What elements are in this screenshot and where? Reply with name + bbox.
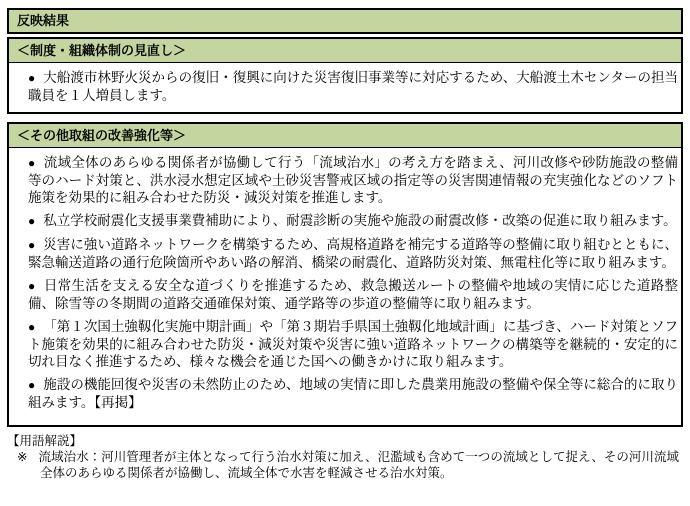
bullet-icon: ● <box>28 238 36 252</box>
bullet-icon: ● <box>28 71 36 85</box>
glossary-marker: ※ <box>17 450 28 464</box>
bullet-text: 「第１次国土強靱化実施中期計画」や「第３期岩手県国土強靱化地域計画」に基づき、ハード対策とソフト施策を効果的に組み合わせた防災・減災対策や災害に強い道路ネットワークの構築等を継続的・安定的に切れ目なく推進するため、様々な機会を通じた国への働きかけに取り組みます。 <box>28 319 678 369</box>
glossary-note <box>7 450 679 481</box>
bullet-text: 私立学校耐震化支援事業費補助により、耐震診断の実施や施設の耐震改修・改築の促進に取り組みます。 <box>43 213 677 228</box>
bullet-item <box>28 212 678 230</box>
section-heading-institution-review: ＜制度・組織体制の見直し＞ <box>9 39 681 63</box>
bullet-icon: ● <box>28 156 36 170</box>
bullet-item <box>28 376 678 411</box>
bullet-text: 日常生活を支える安全な道づくりを推進するため、救急搬送ルートの整備や地域の実情に応じた道路整備、除雪等の冬期間の道路交通確保対策、通学路等の歩道の整備等に取り組みます。 <box>28 278 678 311</box>
bullet-item <box>28 154 678 206</box>
bullet-item <box>28 318 678 370</box>
page-title: 反映結果 <box>7 8 683 34</box>
bullet-item <box>28 236 678 271</box>
bullet-text: 施設の機能回復や災害の未然防止のため、地域の実情に即した農業用施設の整備や保全等に総合的に取り組みます。【再掲】 <box>28 377 678 410</box>
glossary-note-text: 流域治水：河川管理者が主体となって行う治水対策に加え、氾濫域も含めて一つの流域として捉え、その河川流域全体のあらゆる関係者が協働し、流域全体で水害を軽減させる治水対策。 <box>38 450 679 480</box>
bullet-item <box>28 69 678 104</box>
bullet-icon: ● <box>28 279 36 293</box>
bullet-text: 災害に強い道路ネットワークを構築するため、高規格道路を補完する道路等の整備に取り組むとともに、緊急輸送道路の通行危険箇所やあい路の解消、橋梁の耐震化、道路防災対策、無電柱化等に取り組みます。 <box>28 237 678 270</box>
section-institution-review <box>7 37 683 114</box>
section-body-institution-review <box>9 63 681 112</box>
bullet-item <box>28 277 678 312</box>
bullet-icon: ● <box>28 378 36 392</box>
section-other-improvements <box>7 122 683 427</box>
bullet-icon: ● <box>28 320 36 334</box>
glossary-heading: 【用語解説】 <box>7 434 83 448</box>
bullet-text: 流域全体のあらゆる関係者が協働して行う「流域治水」の考え方を踏まえ、河川改修や砂防施設の整備等のハード対策と、洪水浸水想定区域や土砂災害警戒区域の指定等の災害関連情報の充実強化などのソフト施策を効果的に組み合わせた防災・減災対策を推進します。 <box>28 155 679 205</box>
section-heading-other-improvements: ＜その他取組の改善強化等＞ <box>9 124 681 148</box>
bullet-text: 大船渡市林野火災からの復旧・復興に向けた災害復旧事業等に対応するため、大船渡土木センターの担当職員を１人増員します。 <box>28 70 679 103</box>
bullet-icon: ● <box>28 214 36 228</box>
section-body-other-improvements <box>9 148 681 425</box>
glossary <box>7 433 683 481</box>
